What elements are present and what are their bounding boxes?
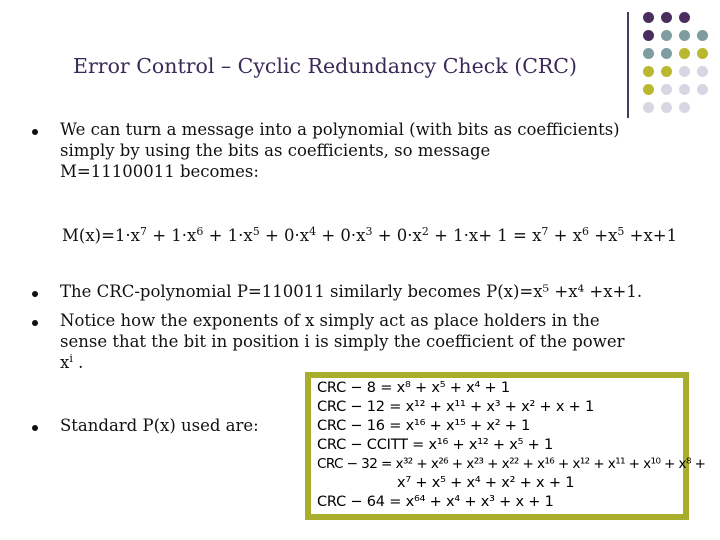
formula-exponent: 3 [365,225,373,238]
formula-text: + 1·x+ 1 = x [428,226,542,245]
crc-32-formula-continued: x⁷ + x⁵ + x⁴ + x² + x + 1 [397,475,575,491]
formula-exponent: 6 [196,225,204,238]
bullet-exponents-note [60,310,660,373]
crc-standards-box [305,372,706,520]
decorative-dot-grid [643,12,720,122]
crc-16-formula: CRC − 16 = x¹⁶ + x¹⁵ + x² + 1 [317,418,531,434]
formula-text: + 1·x [146,226,197,245]
bullet-text-line [60,352,660,373]
formula-text: + 0·x [316,226,366,245]
message-polynomial-formula [62,226,677,245]
bullet-message-polynomial [60,119,660,182]
crc-12-formula: CRC − 12 = x¹² + x¹¹ + x³ + x² + x + 1 [317,399,595,415]
decorative-dot [643,102,654,113]
decorative-dot [643,84,654,95]
bullet-dot [32,129,38,135]
formula-text: + 0·x [259,226,310,245]
slide-title: Error Control – Cyclic Redundancy Check (CRC) [73,54,577,78]
decorative-dot [661,84,672,95]
bullet-text-line: We can turn a message into a polynomial (with bits as coefficients) [60,120,620,139]
bullet-text-line: simply by using the bits as coefficients, so message [60,141,491,160]
decorative-dot [697,30,708,41]
bullet-dot [32,425,38,431]
formula-text: M(x)=1·x [62,226,140,245]
formula-exponent: 5 [252,225,260,238]
crc-ccitt-formula: CRC − CCITT = x¹⁶ + x¹² + x⁵ + 1 [317,437,554,453]
formula-text: +x+1 [624,226,678,245]
bullet-dot [32,291,38,297]
decorative-dot [697,48,708,59]
bullet-text-line: Notice how the exponents of x simply act as place holders in the [60,311,600,330]
decorative-dot [697,66,708,77]
decorative-dot [679,102,690,113]
decorative-dot [661,12,672,23]
bullet-text-x: x [60,353,70,372]
bullet-crc-polynomial: The CRC-polynomial P=110011 similarly becomes P(x)=x⁵ +x⁴ +x+1. [60,282,643,301]
formula-text: + 1·x [203,226,253,245]
crc-8-formula: CRC − 8 = x⁸ + x⁵ + x⁴ + 1 [317,380,510,396]
decorative-dot [643,30,654,41]
bullet-text-tail: . [72,353,84,372]
formula-text: + 0·x [372,226,422,245]
formula-text: + x [548,226,583,245]
crc-standards-table [311,378,706,514]
bullet-exponent-i: i [69,352,73,365]
decorative-dot [661,30,672,41]
formula-text: +x [589,226,618,245]
formula-exponent: 7 [139,225,147,238]
decorative-dot [679,48,690,59]
decorative-dot [679,84,690,95]
decorative-dot [661,102,672,113]
bullet-dot [32,320,38,326]
formula-exponent: 5 [617,225,625,238]
formula-exponent: 6 [582,225,590,238]
crc-32-formula: CRC − 32 = x³² + x²⁶ + x²³ + x²² + x¹⁶ + x¹² + x¹¹ + x¹⁰ + x⁸ + [317,456,706,472]
decorative-dot [679,30,690,41]
bullet-standard-polynomials: Standard P(x) used are: [60,416,259,435]
decorative-dot [679,66,690,77]
decorative-dot [697,84,708,95]
crc-64-formula: CRC − 64 = x⁶⁴ + x⁴ + x³ + x + 1 [317,494,554,510]
decorative-dot [643,12,654,23]
formula-exponent: 7 [541,225,549,238]
bullet-text-line: M=11100011 becomes: [60,162,259,181]
formula-exponent: 4 [309,225,317,238]
decorative-dot [661,48,672,59]
formula-exponent: 2 [421,225,429,238]
bullet-text-line: sense that the bit in position i is simply the coefficient of the power [60,332,625,351]
decorative-dot [661,66,672,77]
decorative-dot [679,12,690,23]
